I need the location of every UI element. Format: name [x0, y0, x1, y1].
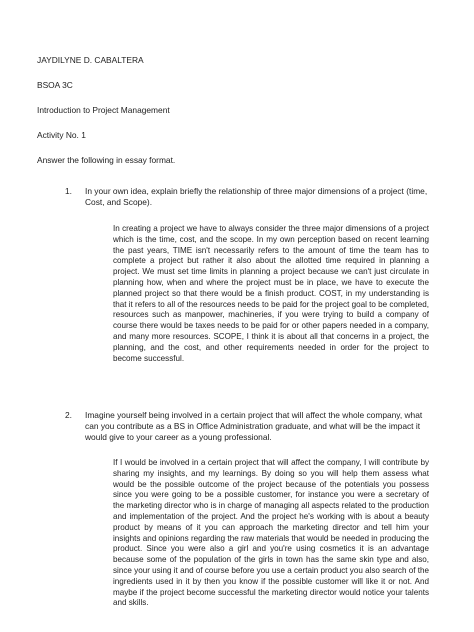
answer-1: In creating a project we have to always consider the three major dimensions of a project which is the time, cost, and the scope. In my own perception based on recent learning the past years, TIME isn't necessarily refers to the amount of time the team has to complete a project but rather it also about the allotted time required in planning a project. We must set time limits in planning a project because we can't just circulate in planning how, when and where the project must be in place, we have to execute the planned project so that there would be a finish product. COST, in my understanding is that it refers to all of the resources needs to be paid for the project goal to be completed, resources such as manpower, machineries, if you were trying to build a company of course there would be taxes needs to be paid for or other papers needed in a company, and many more resources. SCOPE, I think it is about all that concerns in a project, the planning, and the cost, and other requirements needed in order for the project to become successful. [113, 224, 429, 363]
course-title: Introduction to Project Management [37, 105, 170, 115]
question-2-prompt: Imagine yourself being involved in a certain project that will affect the whole company, what can you contribute as a BS in Office Administration graduate, and what will be the impact it would give to your career as a young professional. [85, 410, 423, 442]
question-2-number: 2. [65, 410, 72, 420]
student-name: JAYDILYNE D. CABALTERA [37, 55, 144, 65]
activity-number: Activity No. 1 [37, 130, 86, 140]
class-section: BSOA 3C [37, 80, 73, 90]
instruction-text: Answer the following in essay format. [37, 155, 176, 165]
question-1-prompt: In your own idea, explain briefly the relationship of three major dimensions of a project (time, Cost, and Scope). [85, 186, 428, 207]
answer-2: If I would be involved in a certain project that will affect the company, I will contribute by sharing my insights, and my learnings. By doing so you will help them assess what would be the possible outcome of the project because of the potentials you possess since you were going to be a possible customer, for instance you were a secretary of the marketing director who is in charge of managing all aspects related to the production and implementation of the project. And the project he's working with is about a beauty product by means of it you can approach the marketing director and tell him your insights and opinions regarding the raw materials that would be needed in producing the product. Since you were also a girl and you're using cosmetics it is an advantage because some of the population of the girls in town has the same skin type and also, since your using it and of course before you use a certain product you also search of the ingredients used in it by then you know if the possible customer will like it or not. And maybe if the project become successful the marketing director would notice your talents and skills. [113, 458, 429, 608]
question-1-number: 1. [65, 186, 72, 196]
